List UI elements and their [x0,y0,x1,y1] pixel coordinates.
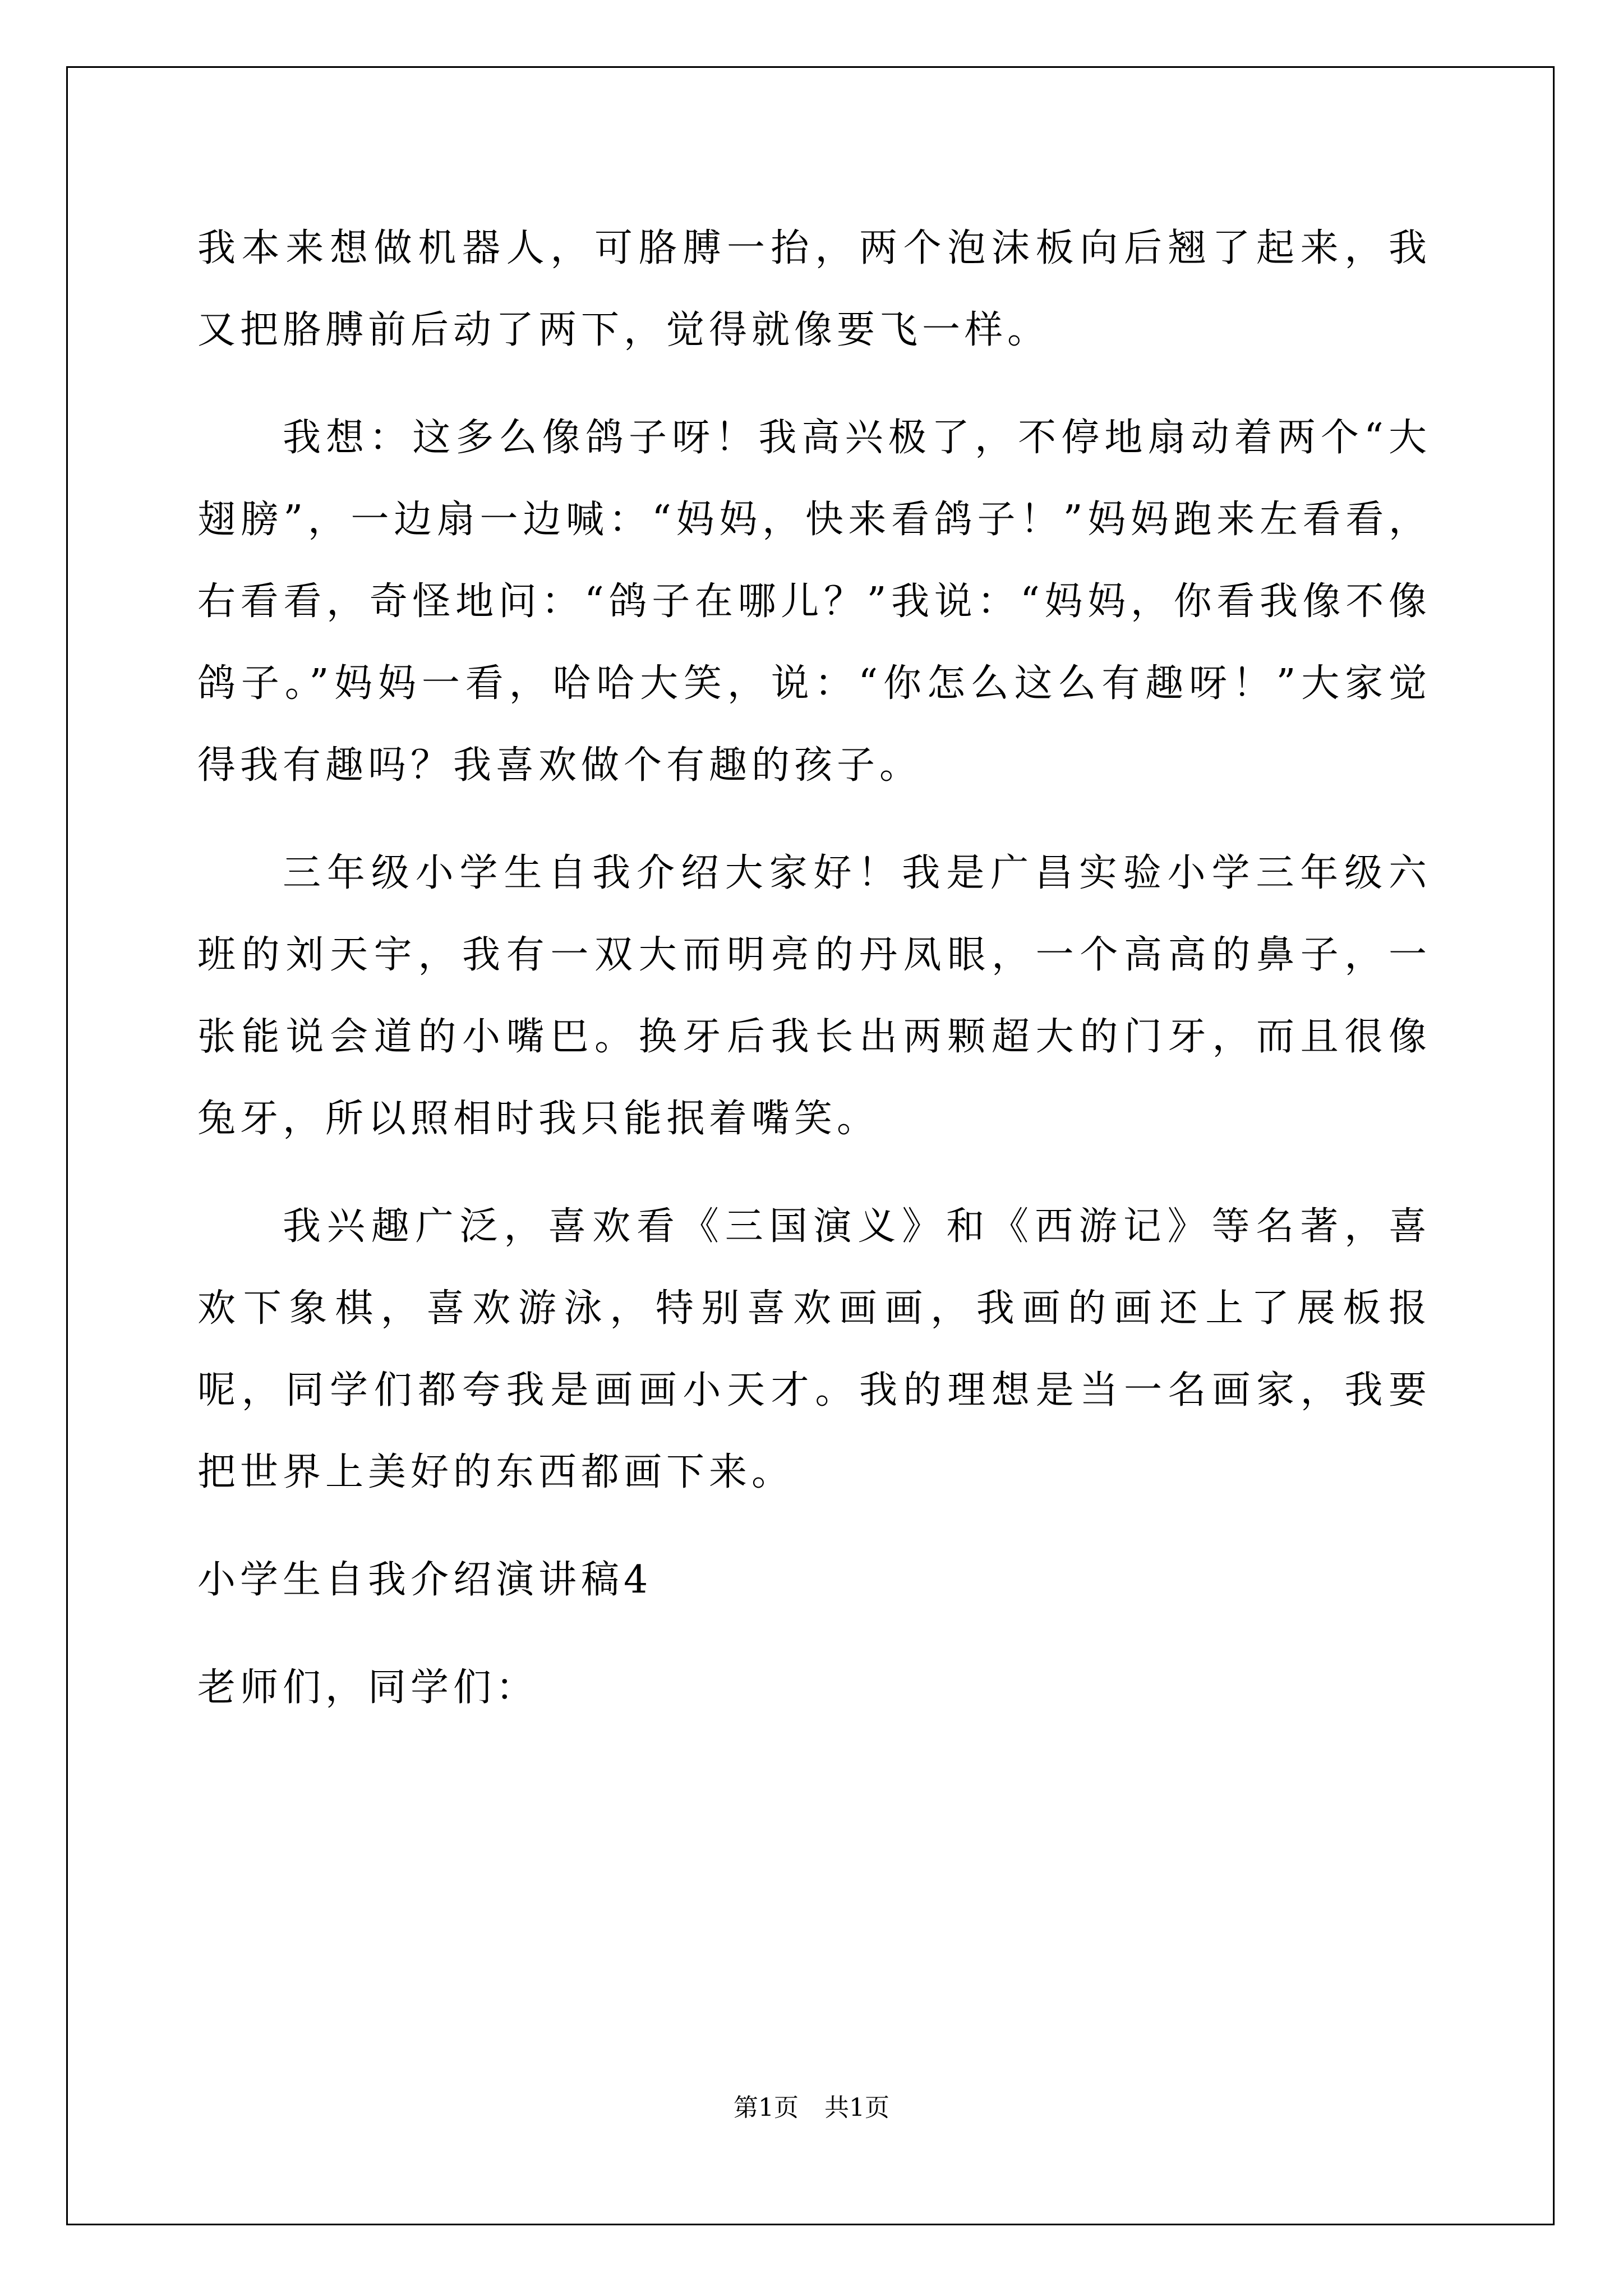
page-total: 共1页 [824,2093,889,2122]
salutation: 老师们，同学们： [197,1665,539,1710]
document-body [197,208,1431,1729]
paragraph-3: 三年级小学生自我介绍大家好！我是广昌实验小学三年级六班的刘天宇，我有一双大而明亮的丹凤眼，一个高高的鼻子，一张能说会道的小嘴巴。换牙后我长出两颗超大的门牙，而且很像兔牙，所以照相时我只能抿着嘴笑。 [197,851,1431,1141]
paragraph-4: 我兴趣广泛，喜欢看《三国演义》和《西游记》等名著，喜欢下象棋，喜欢游泳，特别喜欢画画，我画的画还上了展板报呢，同学们都夸我是画画小天才。我的理想是当一名画家，我要把世界上美好的东西都画下来。 [197,1204,1431,1494]
paragraph-1: 我本来想做机器人，可胳膊一抬，两个泡沫板向后翘了起来，我又把胳膊前后动了两下，觉得就像要飞一样。 [197,226,1431,352]
section-title: 小学生自我介绍演讲稿4 [197,1558,653,1602]
page-footer [0,2091,1623,2125]
page-number: 第1页 [734,2093,799,2122]
paragraph-2: 我想：这多么像鸽子呀！我高兴极了，不停地扇动着两个“大翅膀”，一边扇一边喊：“妈妈，快来看鸽子！”妈妈跑来左看看，右看看，奇怪地问：“鸽子在哪儿？”我说：“妈妈，你看我像不像鸽子。”妈妈一看，哈哈大笑，说：“你怎么这么有趣呀！”大家觉得我有趣吗？我喜欢做个有趣的孩子。 [197,416,1431,788]
